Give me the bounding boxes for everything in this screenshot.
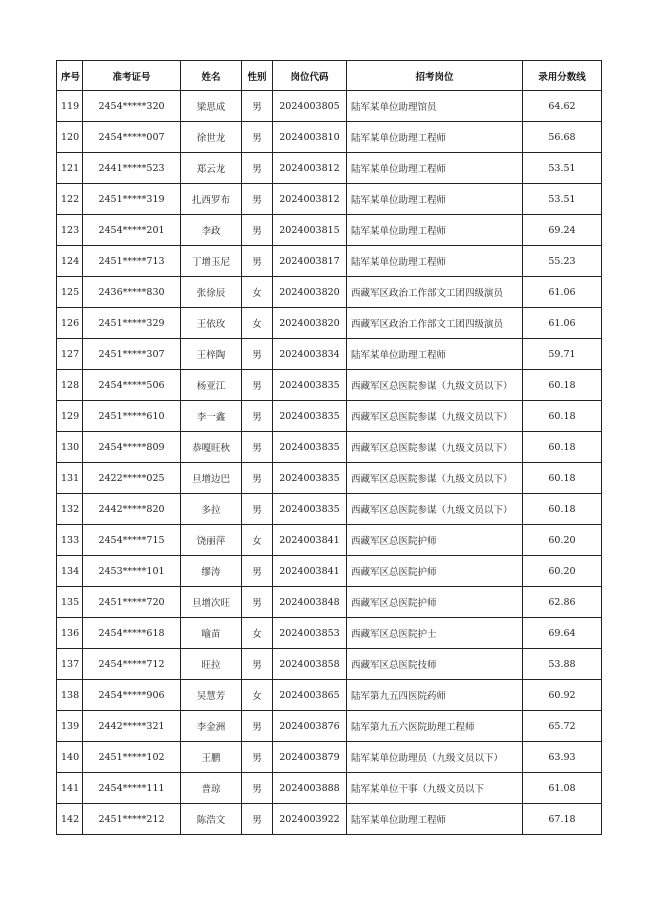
cell-score: 60.18	[523, 370, 602, 401]
cell-seq: 129	[57, 401, 83, 432]
cell-seq: 128	[57, 370, 83, 401]
cell-score: 55.23	[523, 246, 602, 277]
cell-gender: 男	[242, 711, 273, 742]
cell-post-code: 2024003865	[273, 680, 347, 711]
cell-exam-id: 2454*****201	[83, 215, 181, 246]
cell-post: 西藏军区总医院参谋（九级文员以下）	[347, 494, 523, 525]
cell-seq: 141	[57, 773, 83, 804]
cell-exam-id: 2454*****712	[83, 649, 181, 680]
cell-exam-id: 2454*****506	[83, 370, 181, 401]
header-post-code: 岗位代码	[273, 61, 347, 91]
cell-score: 60.20	[523, 525, 602, 556]
cell-gender: 男	[242, 184, 273, 215]
cell-gender: 男	[242, 215, 273, 246]
cell-exam-id: 2451*****102	[83, 742, 181, 773]
cell-post: 陆军第九五四医院药师	[347, 680, 523, 711]
cell-name: 吴慧芳	[181, 680, 242, 711]
cell-gender: 男	[242, 401, 273, 432]
cell-exam-id: 2451*****610	[83, 401, 181, 432]
cell-post-code: 2024003812	[273, 153, 347, 184]
cell-name: 普琼	[181, 773, 242, 804]
cell-score: 53.88	[523, 649, 602, 680]
cell-exam-id: 2436*****830	[83, 277, 181, 308]
cell-post-code: 2024003820	[273, 277, 347, 308]
table-row	[57, 91, 602, 122]
cell-exam-id: 2441*****523	[83, 153, 181, 184]
cell-post-code: 2024003835	[273, 432, 347, 463]
cell-score: 53.51	[523, 184, 602, 215]
cell-post: 西藏军区总医院参谋（九级文员以下）	[347, 401, 523, 432]
cell-gender: 男	[242, 463, 273, 494]
cell-gender: 女	[242, 277, 273, 308]
cell-post-code: 2024003879	[273, 742, 347, 773]
cell-post: 陆军某单位助理工程师	[347, 339, 523, 370]
cell-gender: 男	[242, 649, 273, 680]
cell-post: 陆军某单位助理工程师	[347, 246, 523, 277]
cell-seq: 125	[57, 277, 83, 308]
cell-gender: 男	[242, 91, 273, 122]
cell-score: 61.06	[523, 277, 602, 308]
cell-post: 西藏军区总医院护师	[347, 556, 523, 587]
cell-name: 王鹏	[181, 742, 242, 773]
cell-seq: 119	[57, 91, 83, 122]
cell-name: 饶丽萍	[181, 525, 242, 556]
cell-gender: 男	[242, 122, 273, 153]
cell-post-code: 2024003853	[273, 618, 347, 649]
cell-name: 徐世龙	[181, 122, 242, 153]
cell-seq: 135	[57, 587, 83, 618]
table-row	[57, 556, 602, 587]
table-row	[57, 339, 602, 370]
table-row	[57, 246, 602, 277]
cell-name: 旦增边巴	[181, 463, 242, 494]
cell-gender: 女	[242, 680, 273, 711]
cell-gender: 男	[242, 773, 273, 804]
cell-name: 旺拉	[181, 649, 242, 680]
cell-seq: 134	[57, 556, 83, 587]
table-row	[57, 432, 602, 463]
cell-post: 西藏军区政治工作部文工团四级演员	[347, 277, 523, 308]
cell-score: 61.08	[523, 773, 602, 804]
cell-score: 67.18	[523, 804, 602, 835]
cell-name: 李政	[181, 215, 242, 246]
cell-post: 西藏军区总医院护师	[347, 587, 523, 618]
cell-name: 多拉	[181, 494, 242, 525]
cell-score: 60.18	[523, 463, 602, 494]
cell-gender: 女	[242, 525, 273, 556]
table-row	[57, 618, 602, 649]
cell-post: 陆军第九五六医院助理工程师	[347, 711, 523, 742]
cell-seq: 139	[57, 711, 83, 742]
cell-gender: 男	[242, 339, 273, 370]
cell-name: 郑云龙	[181, 153, 242, 184]
cell-name: 梁思成	[181, 91, 242, 122]
cell-score: 56.68	[523, 122, 602, 153]
table-row	[57, 711, 602, 742]
results-table	[56, 60, 602, 835]
cell-score: 53.51	[523, 153, 602, 184]
cell-post-code: 2024003841	[273, 525, 347, 556]
cell-post-code: 2024003922	[273, 804, 347, 835]
cell-post: 陆军某单位干事（九级文员以下	[347, 773, 523, 804]
header-exam-id: 准考证号	[83, 61, 181, 91]
cell-gender: 男	[242, 432, 273, 463]
cell-post: 西藏军区总医院参谋（九级文员以下）	[347, 432, 523, 463]
cell-exam-id: 2454*****007	[83, 122, 181, 153]
cell-exam-id: 2454*****320	[83, 91, 181, 122]
cell-exam-id: 2442*****321	[83, 711, 181, 742]
table-row	[57, 680, 602, 711]
cell-seq: 142	[57, 804, 83, 835]
header-seq: 序号	[57, 61, 83, 91]
cell-gender: 男	[242, 587, 273, 618]
cell-gender: 男	[242, 153, 273, 184]
cell-name: 王依玫	[181, 308, 242, 339]
cell-name: 丁增玉尼	[181, 246, 242, 277]
cell-gender: 男	[242, 246, 273, 277]
header-name: 姓名	[181, 61, 242, 91]
cell-exam-id: 2451*****212	[83, 804, 181, 835]
cell-name: 扎西罗布	[181, 184, 242, 215]
cell-seq: 138	[57, 680, 83, 711]
cell-gender: 女	[242, 618, 273, 649]
cell-post-code: 2024003835	[273, 494, 347, 525]
cell-post: 陆军某单位助理员（九级文员以下）	[347, 742, 523, 773]
cell-seq: 127	[57, 339, 83, 370]
cell-post-code: 2024003841	[273, 556, 347, 587]
cell-seq: 121	[57, 153, 83, 184]
cell-name: 喻苗	[181, 618, 242, 649]
cell-seq: 130	[57, 432, 83, 463]
cell-post-code: 2024003835	[273, 370, 347, 401]
cell-gender: 男	[242, 370, 273, 401]
cell-post: 西藏军区总医院参谋（九级文员以下）	[347, 463, 523, 494]
table-row	[57, 587, 602, 618]
cell-score: 64.62	[523, 91, 602, 122]
cell-name: 旦增次旺	[181, 587, 242, 618]
cell-score: 63.93	[523, 742, 602, 773]
cell-name: 王梓陶	[181, 339, 242, 370]
cell-score: 69.24	[523, 215, 602, 246]
cell-post-code: 2024003815	[273, 215, 347, 246]
cell-post: 陆军某单位助理工程师	[347, 153, 523, 184]
table-row	[57, 494, 602, 525]
cell-name: 恭嘎旺秋	[181, 432, 242, 463]
table-row	[57, 401, 602, 432]
cell-exam-id: 2451*****720	[83, 587, 181, 618]
cell-gender: 男	[242, 804, 273, 835]
cell-score: 62.86	[523, 587, 602, 618]
cell-post: 陆军某单位助理工程师	[347, 215, 523, 246]
cell-seq: 140	[57, 742, 83, 773]
table-body	[57, 91, 602, 835]
cell-post: 陆军某单位助理工程师	[347, 804, 523, 835]
cell-seq: 124	[57, 246, 83, 277]
cell-post-code: 2024003820	[273, 308, 347, 339]
cell-exam-id: 2454*****715	[83, 525, 181, 556]
cell-exam-id: 2453*****101	[83, 556, 181, 587]
cell-post-code: 2024003858	[273, 649, 347, 680]
cell-score: 60.18	[523, 494, 602, 525]
cell-post-code: 2024003810	[273, 122, 347, 153]
cell-post-code: 2024003848	[273, 587, 347, 618]
cell-seq: 123	[57, 215, 83, 246]
cell-post: 陆军某单位助理馆员	[347, 91, 523, 122]
cell-score: 60.18	[523, 401, 602, 432]
cell-gender: 男	[242, 742, 273, 773]
cell-seq: 136	[57, 618, 83, 649]
cell-gender: 男	[242, 494, 273, 525]
header-post: 招考岗位	[347, 61, 523, 91]
cell-seq: 122	[57, 184, 83, 215]
cell-post: 陆军某单位助理工程师	[347, 184, 523, 215]
cell-seq: 133	[57, 525, 83, 556]
cell-seq: 132	[57, 494, 83, 525]
cell-name: 陈浩文	[181, 804, 242, 835]
cell-post-code: 2024003888	[273, 773, 347, 804]
cell-score: 60.18	[523, 432, 602, 463]
cell-exam-id: 2442*****820	[83, 494, 181, 525]
cell-exam-id: 2422*****025	[83, 463, 181, 494]
table-row	[57, 463, 602, 494]
table-row	[57, 122, 602, 153]
cell-score: 65.72	[523, 711, 602, 742]
cell-post-code: 2024003834	[273, 339, 347, 370]
table-row	[57, 215, 602, 246]
table-row	[57, 370, 602, 401]
cell-exam-id: 2454*****809	[83, 432, 181, 463]
cell-post-code: 2024003812	[273, 184, 347, 215]
cell-post: 西藏军区总医院参谋（九级文员以下）	[347, 370, 523, 401]
cell-post: 西藏军区总医院技师	[347, 649, 523, 680]
cell-post: 西藏军区总医院护师	[347, 525, 523, 556]
header-score: 录用分数线	[523, 61, 602, 91]
cell-exam-id: 2454*****111	[83, 773, 181, 804]
cell-seq: 120	[57, 122, 83, 153]
cell-seq: 126	[57, 308, 83, 339]
cell-score: 69.64	[523, 618, 602, 649]
table-header	[57, 61, 602, 91]
table-row	[57, 649, 602, 680]
cell-post-code: 2024003876	[273, 711, 347, 742]
cell-exam-id: 2454*****906	[83, 680, 181, 711]
table-row	[57, 153, 602, 184]
cell-exam-id: 2451*****307	[83, 339, 181, 370]
cell-name: 李一鑫	[181, 401, 242, 432]
cell-post-code: 2024003817	[273, 246, 347, 277]
table-row	[57, 773, 602, 804]
cell-score: 61.06	[523, 308, 602, 339]
cell-score: 59.71	[523, 339, 602, 370]
cell-exam-id: 2451*****329	[83, 308, 181, 339]
cell-name: 杨亚江	[181, 370, 242, 401]
cell-gender: 男	[242, 556, 273, 587]
cell-exam-id: 2451*****713	[83, 246, 181, 277]
cell-seq: 131	[57, 463, 83, 494]
cell-post-code: 2024003835	[273, 401, 347, 432]
cell-post: 西藏军区政治工作部文工团四级演员	[347, 308, 523, 339]
table-row	[57, 742, 602, 773]
header-row	[57, 61, 602, 91]
header-gender: 性别	[242, 61, 273, 91]
cell-name: 张徐辰	[181, 277, 242, 308]
cell-exam-id: 2454*****618	[83, 618, 181, 649]
cell-seq: 137	[57, 649, 83, 680]
table-row	[57, 308, 602, 339]
cell-post: 西藏军区总医院护士	[347, 618, 523, 649]
cell-exam-id: 2451*****319	[83, 184, 181, 215]
table-row	[57, 525, 602, 556]
cell-name: 缪涛	[181, 556, 242, 587]
cell-post-code: 2024003835	[273, 463, 347, 494]
table-row	[57, 804, 602, 835]
cell-gender: 女	[242, 308, 273, 339]
cell-name: 李金洲	[181, 711, 242, 742]
cell-post: 陆军某单位助理工程师	[347, 122, 523, 153]
cell-score: 60.92	[523, 680, 602, 711]
cell-post-code: 2024003805	[273, 91, 347, 122]
cell-score: 60.20	[523, 556, 602, 587]
table-row	[57, 184, 602, 215]
table-row	[57, 277, 602, 308]
